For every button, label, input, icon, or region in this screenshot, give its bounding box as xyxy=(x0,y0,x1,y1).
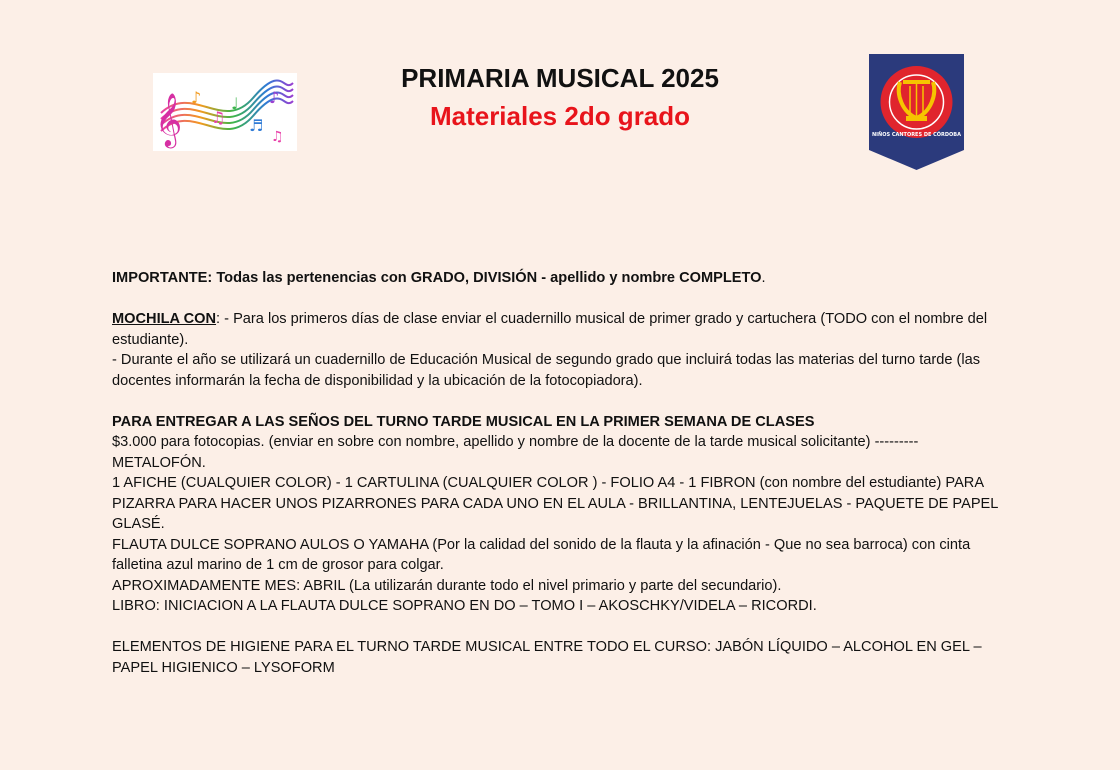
svg-text:♩: ♩ xyxy=(231,94,239,113)
school-crest xyxy=(869,54,964,170)
mochila-label: MOCHILA CON xyxy=(112,311,217,327)
svg-text:♫: ♫ xyxy=(271,129,284,145)
higiene-paragraph: ELEMENTOS DE HIGIENE PARA EL TURNO TARDE MUSICAL ENTRE TODO EL CURSO: JABÓN LÍQUIDO – ALCOHOL EN GEL – PAPEL HIGIENICO – LYSOFORM xyxy=(112,639,982,676)
lyre-crest-icon xyxy=(869,54,964,170)
mochila-line2: - Durante el año se utilizará un cuadernillo de Educación Musical de segundo grado que incluirá todas las materias del turno tarde (las docentes informarán la fecha de disponibilidad y la ubicación de la fotocopiadora). xyxy=(112,352,981,389)
importante-end: . xyxy=(761,270,766,286)
entregar-line1: $3.000 para fotocopias. (enviar en sobre con nombre, apellido y nombre de la docente de la tarde musical solicitante) ---------METALOFÓN. xyxy=(112,434,919,471)
page-title: PRIMARIA MUSICAL 2025 xyxy=(401,63,719,93)
importante-text: Todas las pertenencias con GRADO, DIVISIÓN - apellido y nombre COMPLETO xyxy=(212,270,762,286)
entregar-line2: 1 AFICHE (CUALQUIER COLOR) - 1 CARTULINA (CUALQUIER COLOR ) - FOLIO A4 - 1 FIBRON (con nombre del estudiante) PARA PIZARRA PARA HACER UNOS PIZARRONES PARA CADA UNO EN EL AULA - BRILLANTINA, LENTEJUELAS - PAQUETE DE PAPEL GLASÉ. xyxy=(112,475,998,532)
document-body xyxy=(112,268,1002,678)
svg-text:♪: ♪ xyxy=(269,88,280,107)
importante-paragraph xyxy=(112,268,1002,289)
entregar-heading: PARA ENTREGAR A LAS SEÑOS DEL TURNO TARDE MUSICAL EN LA PRIMER SEMANA DE CLASES xyxy=(112,413,815,430)
mochila-line1: : - Para los primeros días de clase enviar el cuadernillo musical de primer grado y cartuchera (TODO con el nombre del estudiante). xyxy=(112,311,988,348)
entregar-line3: FLAUTA DULCE SOPRANO AULOS O YAMAHA (Por la calidad del sonido de la flauta y la afinación - Que no sea barroca) con cinta falletina azul marino de 1 cm de grosor para colgar. xyxy=(112,536,971,573)
crest-text: NIÑOS CANTORES DE CÓRDOBA xyxy=(872,132,961,138)
entregar-line5: LIBRO: INICIACION A LA FLAUTA DULCE SOPRANO EN DO – TOMO I – AKOSCHKY/VIDELA – RICORDI. xyxy=(112,598,817,614)
entregar-line4: APROXIMADAMENTE MES: ABRIL (La utilizarán durante todo el nivel primario y parte del secundario). xyxy=(112,577,782,594)
page-subtitle: Materiales 2do grado xyxy=(429,101,691,131)
svg-text:♫: ♫ xyxy=(211,108,226,127)
importante-label: IMPORTANTE: xyxy=(112,270,213,286)
svg-text:𝄞: 𝄞 xyxy=(155,92,183,146)
svg-text:♪: ♪ xyxy=(191,88,202,107)
mochila-paragraph xyxy=(112,309,1002,350)
svg-text:♬: ♬ xyxy=(249,116,264,135)
